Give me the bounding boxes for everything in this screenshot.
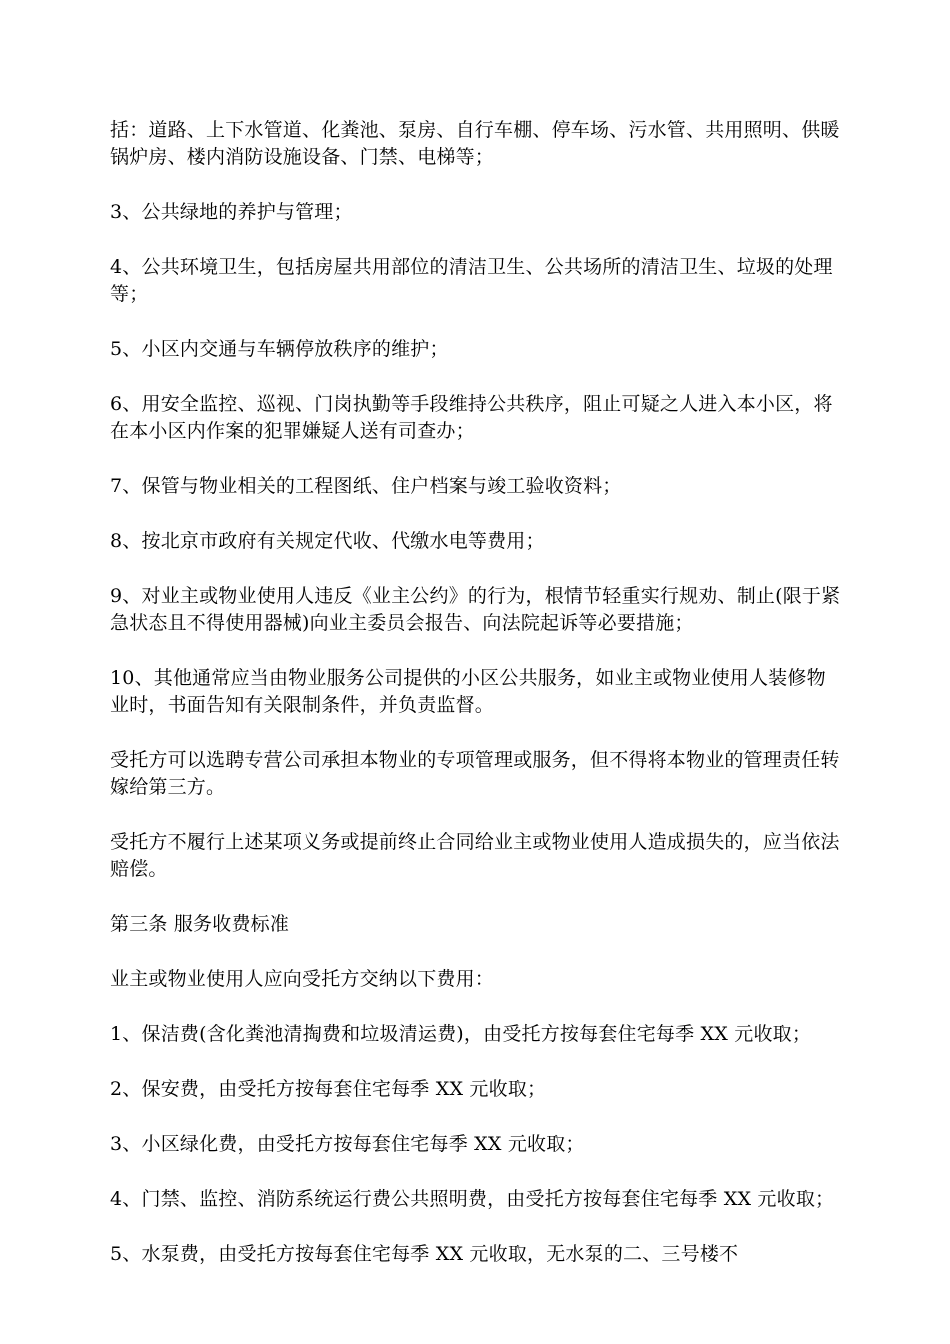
paragraph-fee-4: 4、门禁、监控、消防系统运行费公共照明费，由受托方按每套住宅每季 XX 元收取； — [110, 1188, 835, 1210]
paragraph-scope-items: 括：道路、上下水管道、化粪池、泵房、自行车棚、停车场、污水管、共用照明、供暖锅炉房、楼内消防设施设备、门禁、电梯等； — [110, 119, 840, 168]
paragraph-item-7: 7、保管与物业相关的工程图纸、住户档案与竣工验收资料； — [110, 475, 622, 497]
section-heading-article-3: 第三条 服务收费标准 — [110, 913, 290, 935]
paragraph-item-9: 9、对业主或物业使用人违反《业主公约》的行为，根情节轻重实行规劝、制止(限于紧急状态且不得使用器械)向业主委员会报告、向法院起诉等必要措施； — [110, 585, 841, 634]
paragraph-fee-3: 3、小区绿化费，由受托方按每套住宅每季 XX 元收取； — [110, 1133, 585, 1155]
paragraph-fee-1: 1、保洁费(含化粪池清掏费和垃圾清运费)，由受托方按每套住宅每季 XX 元收取； — [110, 1023, 812, 1045]
paragraph-item-3: 3、公共绿地的养护与管理； — [110, 201, 353, 223]
paragraph-item-4: 4、公共环境卫生，包括房屋共用部位的清洁卫生、公共场所的清洁卫生、垃圾的处理等； — [110, 256, 833, 305]
paragraph-fee-5: 5、水泵费，由受托方按每套住宅每季 XX 元收取，无水泵的二、三号楼不 — [110, 1243, 739, 1265]
paragraph-fee-intro: 业主或物业使用人应向受托方交纳以下费用： — [110, 968, 495, 990]
paragraph-item-6: 6、用安全监控、巡视、门岗执勤等手段维持公共秩序，阻止可疑之人进入本小区，将在本小区内作案的犯罪嫌疑人送有司查办； — [110, 393, 833, 442]
document-body — [110, 117, 842, 1296]
paragraph-item-10: 10、其他通常应当由物业服务公司提供的小区公共服务，如业主或物业使用人装修物业时，书面告知有关限制条件，并负责监督。 — [110, 667, 826, 716]
paragraph-subcontract-clause: 受托方可以选聘专营公司承担本物业的专项管理或服务，但不得将本物业的管理责任转嫁给第三方。 — [110, 749, 840, 798]
paragraph-item-5: 5、小区内交通与车辆停放秩序的维护； — [110, 338, 449, 360]
paragraph-item-8: 8、按北京市政府有关规定代收、代缴水电等费用； — [110, 530, 545, 552]
paragraph-fee-2: 2、保安费，由受托方按每套住宅每季 XX 元收取； — [110, 1078, 547, 1100]
paragraph-liability-clause: 受托方不履行上述某项义务或提前终止合同给业主或物业使用人造成损失的，应当依法赔偿。 — [110, 831, 840, 880]
